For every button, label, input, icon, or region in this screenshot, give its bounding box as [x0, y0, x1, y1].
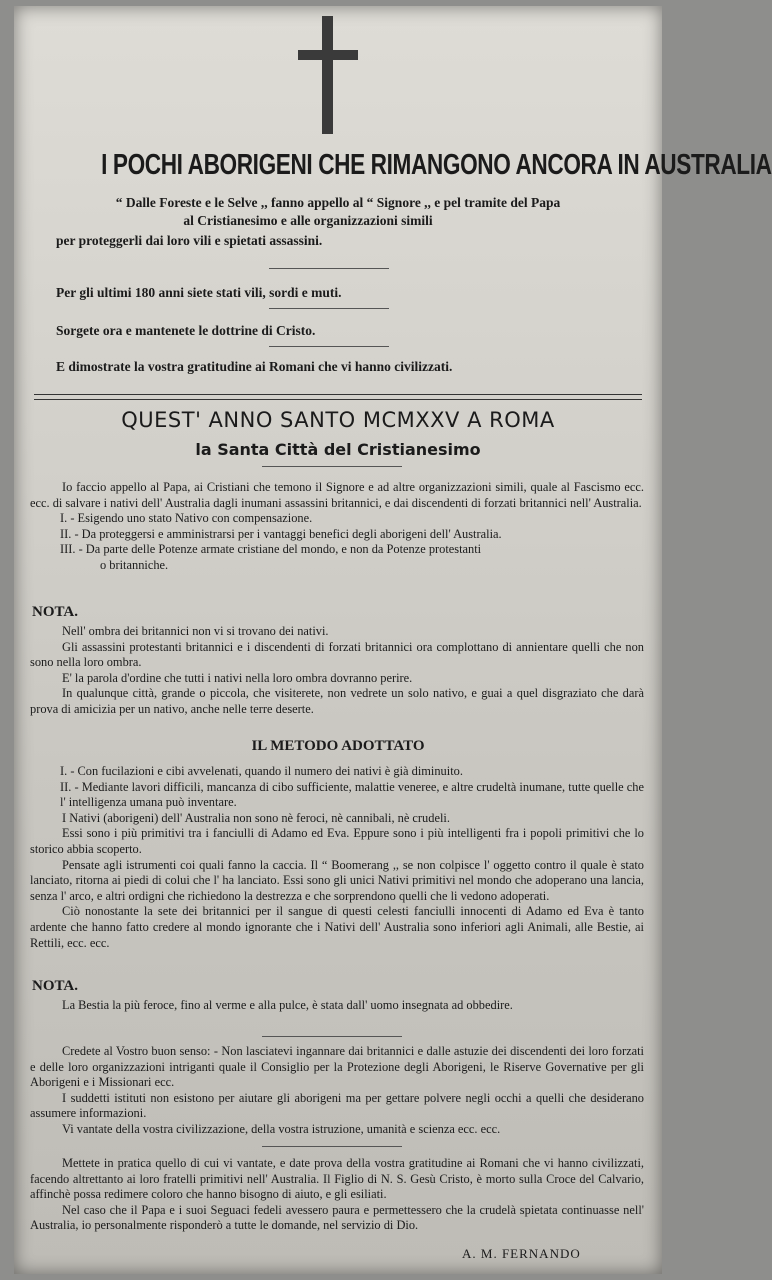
nota-section	[30, 624, 644, 718]
appeal-item-2: II. - Da proteggersi e amministrarsi per i vantaggi benefici degli aborigeni dell' Australia.	[60, 526, 502, 541]
nota-section	[30, 998, 644, 1014]
nota-label: NOTA.	[32, 604, 78, 620]
nota-paragraph: La Bestia la più feroce, fino al verme e alla pulce, è stata dall' uomo insegnata ad obbedire.	[62, 998, 513, 1012]
metodo-paragraph: I Nativi (aborigeni) dell' Australia non sono nè feroci, nè cannibali, nè crudeli.	[62, 810, 450, 825]
closing-paragraph: Nel caso che il Papa e i suoi Seguaci fedeli avessero paura e permettessero che la crudelà spietata continuasse nell' Australia, io personalmente risponderò a tutte le domande, nel servizio di Dio.	[30, 1202, 644, 1233]
cross-icon	[298, 16, 358, 136]
nota-label: NOTA.	[32, 978, 78, 994]
appeal-section	[30, 480, 644, 574]
closing-paragraph: Credete al Vostro buon senso: - Non lasciatevi ingannare dai britannici e dalle astuzie dei discendenti dei loro forzati e delle loro organizzazioni intriganti quale il Consiglio per la Protezione degli Aborigeni, le Riserve Governative per gli Aborigeni e i Missionari ecc.	[30, 1044, 644, 1090]
divider	[262, 466, 402, 467]
metodo-item-2: II. - Mediante lavori difficili, mancanza di cibo sufficiente, malattie veneree, e altre crudeltà inumane, tutte quelle che l' intelligenza umana può inventare.	[60, 779, 644, 810]
appeal-line-1: “ Dalle Foreste e le Selve ,, fanno appello al “ Signore ,, e pel tramite del Papa	[115, 195, 561, 210]
poster-sheet	[14, 6, 772, 1274]
divider	[269, 308, 389, 309]
nota-paragraph: Gli assassini protestanti britannici e i discendenti di forzati britannici ora complottano di annientare quelli che non sono nella loro ombra.	[30, 639, 644, 670]
section-divider	[34, 394, 642, 400]
line-180-years: Per gli ultimi 180 anni siete stati vili, sordi e muti.	[56, 285, 342, 300]
holy-year-subtitle: la Santa Città del Cristianesimo	[195, 440, 481, 459]
poster-main-title: I POCHI ABORIGENI CHE RIMANGONO ANCORA IN AUSTRALIA	[101, 149, 772, 181]
nota-paragraph: E' la parola d'ordine che tutti i nativi nella loro ombra dovranno perire.	[62, 670, 413, 685]
nota-paragraph: In qualunque città, grande o piccola, che visiterete, non vedrete un solo nativo, e guai a quel disgraziato che darà prova di amicizia per un nativo, anche nelle terre deserte.	[30, 686, 644, 716]
appeal-line-3: per proteggerli dai loro vili e spietati assassini.	[56, 233, 323, 248]
appeal-item-3: III. - Da parte delle Potenze armate cristiane del mondo, e non da Potenze protestanti	[60, 542, 482, 557]
divider	[262, 1036, 402, 1037]
divider	[262, 1146, 402, 1147]
metodo-paragraph: Pensate agli istrumenti coi quali fanno la caccia. Il “ Boomerang ,, se non colpisce l' oggetto contro il quale è stato lanciato, ritorna ai piedi di colui che l' ha lanciato. Essi sono gli unici Nativi primitivi nel mondo che adoperano una lancia, senza l' arco, e altri ordigni che richiedono la destrezza e che sorprendono quelli che li vedono adoperati.	[30, 857, 644, 903]
closing-paragraph: Vi vantate della vostra civilizzazione, della vostra istruzione, umanità e scienza ecc. ecc.	[62, 1121, 501, 1136]
signature: A. M. FERNANDO	[462, 1246, 581, 1261]
metodo-item-1: I. - Con fucilazioni e cibi avvelenati, quando il numero dei nativi è già diminuito.	[60, 764, 463, 778]
divider	[269, 346, 389, 347]
closing-paragraph: I suddetti istituti non esistono per aiutare gli aborigeni ma per gettare polvere negli occhi a quelli che desiderano assumere informazioni.	[30, 1090, 644, 1121]
appeal-intro: Io faccio appello al Papa, ai Cristiani che temono il Signore e ad altre organizzazioni simili, quale al Fascismo ecc. ecc. di salvare i nativi dell' Australia dagli inumani assassini britannici, e dai discendenti di forzati britannici nell' Australia.	[30, 480, 644, 510]
metodo-paragraph: Ciò nonostante la sete dei britannici per il sangue di questi celesti fanciulli innocenti di Adamo ed Eva è tanto ardente che hanno fatto credere al mondo ignorante che i Nativi dell' Australia sono inferiori agli Animali, alle Bestie, ai Rettili, ecc. ecc.	[30, 904, 644, 950]
appeal-item-3-cont: o britanniche.	[100, 557, 169, 572]
appeal-item-1: I. - Esigendo uno stato Nativo con compensazione.	[60, 511, 313, 526]
metodo-title: IL METODO ADOTTATO	[251, 738, 425, 754]
metodo-section	[30, 764, 644, 951]
metodo-paragraph: Essi sono i più primitivi tra i fanciulli di Adamo ed Eva. Eppure sono i più intelligenti fra i popoli primitivi che lo storico abbia scoperto.	[30, 826, 644, 856]
closing-section-2	[30, 1156, 644, 1234]
appeal-line-2: al Cristianesimo e alle organizzazioni simili	[183, 213, 433, 228]
closing-section-1	[30, 1044, 644, 1138]
holy-year-title: QUEST' ANNO SANTO MCMXXV A ROMA	[121, 408, 555, 432]
nota-paragraph: Nell' ombra dei britannici non vi si trovano dei nativi.	[62, 624, 329, 638]
line-dimostrate: E dimostrate la vostra gratitudine ai Romani che vi hanno civilizzati.	[56, 359, 453, 374]
line-sorgete: Sorgete ora e mantenete le dottrine di Cristo.	[56, 323, 316, 338]
closing-paragraph: Mettete in pratica quello di cui vi vantate, e date prova della vostra gratitudine ai Romani che vi hanno civilizzati, facendo altrettanto ai loro fratelli primitivi nell' Australia. Il Figlio di N. S. Gesù Cristo, è morto sulla Croce del Calvario, affinchè possa redimere coloro che hanno bisogno di aiuto, e gli esiliati.	[30, 1156, 644, 1202]
divider	[269, 268, 389, 269]
